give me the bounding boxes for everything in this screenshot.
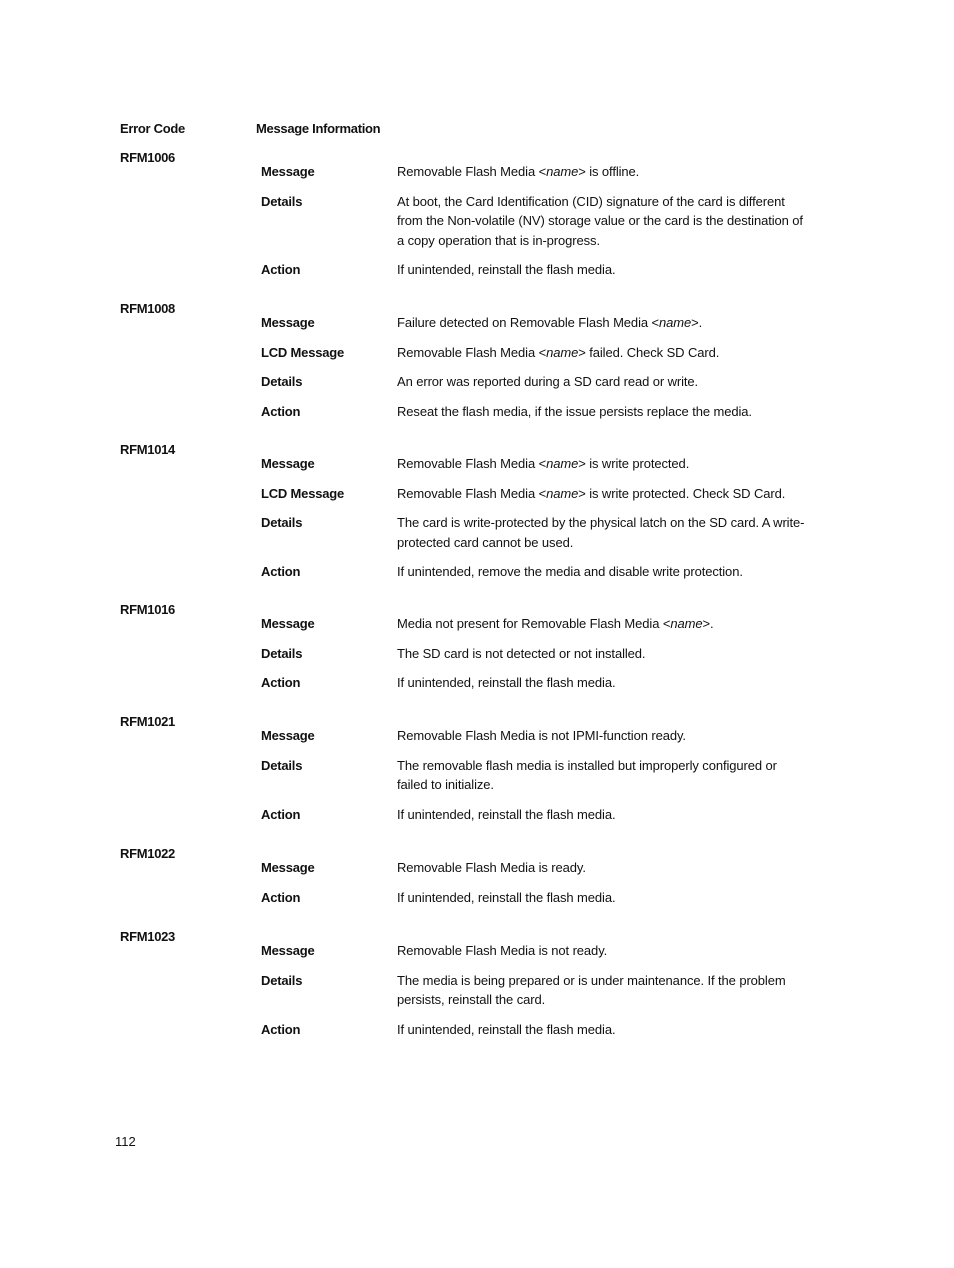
name-placeholder: name	[546, 164, 579, 179]
row-label: Message	[261, 456, 315, 471]
message-rows	[261, 313, 821, 431]
row-label: Message	[261, 616, 315, 631]
row-value: If unintended, remove the media and disable write protection.	[397, 564, 743, 579]
row-value: Removable Flash Media <name> failed. Check SD Card.	[397, 344, 720, 360]
message-row	[261, 372, 821, 402]
row-value: If unintended, reinstall the flash media.	[397, 262, 616, 277]
row-value: Failure detected on Removable Flash Media <name>.	[397, 315, 703, 330]
row-label: Action	[261, 806, 301, 822]
message-rows	[261, 941, 821, 1049]
row-label: Details	[261, 515, 303, 530]
message-information-header: Message Information	[256, 121, 381, 136]
row-value: Removable Flash Media is ready.	[397, 860, 586, 875]
row-value: If unintended, reinstall the flash media.	[397, 1021, 616, 1037]
row-label: Action	[261, 1021, 301, 1037]
error-code-header: Error Code	[120, 121, 185, 136]
row-label: Details	[261, 972, 303, 988]
row-value: The card is write-protected by the physical latch on the SD card. A write-protected card cannot be used.	[397, 515, 805, 550]
message-rows	[261, 858, 821, 917]
row-value: If unintended, reinstall the flash media.	[397, 675, 616, 690]
message-row	[261, 562, 821, 592]
error-code: RFM1014	[120, 442, 175, 457]
message-row	[261, 484, 821, 514]
message-rows	[261, 726, 821, 834]
row-value: Removable Flash Media <name> is offline.	[397, 164, 640, 179]
row-label: Details	[261, 193, 303, 209]
row-label: Action	[261, 889, 301, 905]
row-label: Action	[261, 262, 301, 277]
message-row	[261, 726, 821, 756]
name-placeholder: name	[546, 344, 579, 360]
error-code: RFM1023	[120, 929, 175, 944]
message-row	[261, 260, 821, 290]
message-row	[261, 673, 821, 703]
row-value: Media not present for Removable Flash Media <name>.	[397, 616, 714, 631]
message-rows	[261, 162, 821, 290]
row-value: At boot, the Card Identification (CID) signature of the card is different from the Non-volatile (NV) storage value or the card is the destination of a copy operation that is in-progress.	[397, 193, 803, 248]
row-label: Message	[261, 943, 315, 958]
row-label: LCD Message	[261, 485, 345, 501]
name-placeholder: name	[546, 485, 579, 501]
row-value: The SD card is not detected or not installed.	[397, 645, 646, 661]
name-placeholder: name	[546, 456, 579, 471]
row-value: Removable Flash Media <name> is write protected. Check SD Card.	[397, 485, 786, 501]
row-value: If unintended, reinstall the flash media.	[397, 889, 616, 905]
row-label: Action	[261, 564, 301, 579]
row-value: The media is being prepared or is under maintenance. If the problem persists, reinstall the card.	[397, 972, 786, 1007]
message-row	[261, 888, 821, 918]
message-row	[261, 644, 821, 674]
row-label: Message	[261, 315, 315, 330]
message-row	[261, 1020, 821, 1050]
message-row	[261, 971, 821, 1020]
row-value: Reseat the flash media, if the issue persists replace the media.	[397, 403, 752, 419]
row-label: LCD Message	[261, 344, 345, 360]
row-label: Action	[261, 675, 301, 690]
message-row	[261, 454, 821, 484]
row-value: If unintended, reinstall the flash media.	[397, 806, 616, 822]
message-row	[261, 162, 821, 192]
row-label: Message	[261, 860, 315, 875]
row-label: Details	[261, 374, 303, 389]
row-value: Removable Flash Media is not IPMI-function ready.	[397, 728, 686, 743]
message-rows	[261, 454, 821, 592]
message-row	[261, 756, 821, 805]
row-label: Action	[261, 403, 301, 419]
row-label: Message	[261, 728, 315, 743]
message-row	[261, 941, 821, 971]
message-row	[261, 858, 821, 888]
row-value: An error was reported during a SD card read or write.	[397, 374, 699, 389]
error-code: RFM1016	[120, 602, 175, 617]
error-code: RFM1006	[120, 150, 175, 165]
row-value: The removable flash media is installed but improperly configured or failed to initialize.	[397, 757, 777, 792]
row-label: Details	[261, 645, 303, 661]
error-code: RFM1022	[120, 846, 175, 861]
message-row	[261, 402, 821, 432]
message-row	[261, 513, 821, 562]
row-label: Details	[261, 757, 303, 773]
message-row	[261, 313, 821, 343]
message-row	[261, 192, 821, 261]
name-placeholder: name	[670, 616, 703, 631]
page-number: 112	[115, 1134, 136, 1149]
name-placeholder: name	[659, 315, 692, 330]
row-value: Removable Flash Media <name> is write protected.	[397, 456, 690, 471]
message-row	[261, 805, 821, 835]
error-code: RFM1008	[120, 301, 175, 316]
row-value: Removable Flash Media is not ready.	[397, 943, 608, 958]
message-row	[261, 614, 821, 644]
message-rows	[261, 614, 821, 703]
row-label: Message	[261, 164, 315, 179]
message-row	[261, 343, 821, 373]
error-code: RFM1021	[120, 714, 175, 729]
